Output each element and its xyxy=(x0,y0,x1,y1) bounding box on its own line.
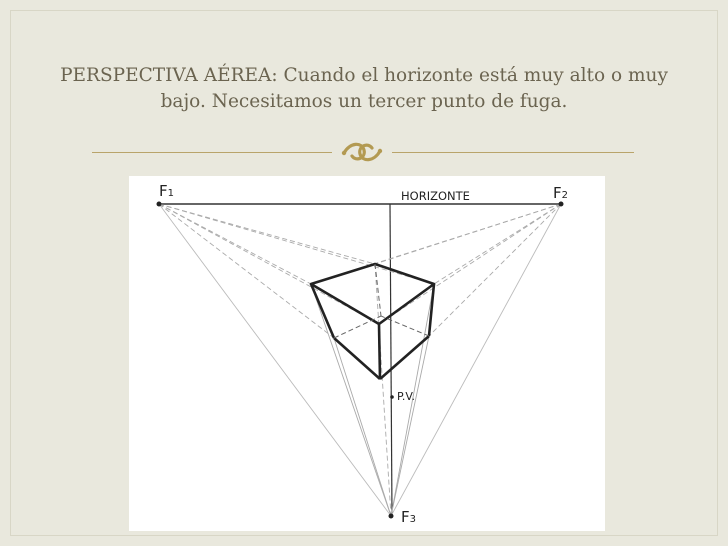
vanishing-point-f1 xyxy=(157,202,162,207)
slide-title-line-1: PERSPECTIVA AÉREA: Cuando el horizonte está muy alto o muy xyxy=(60,65,668,86)
label-f1: F1 xyxy=(159,182,175,200)
perspective-figure xyxy=(129,176,605,531)
construction-lines-f3 xyxy=(311,264,434,516)
divider-left xyxy=(92,152,332,153)
label-f2: F2 xyxy=(553,184,569,202)
cube xyxy=(311,264,434,379)
label-viewpoint: P.V. xyxy=(397,390,416,403)
perspective-diagram xyxy=(129,176,605,531)
cube-hidden-edges xyxy=(334,264,429,338)
slide-title xyxy=(40,63,688,115)
construction-lines-f2 xyxy=(311,204,561,336)
viewpoint-dot xyxy=(390,395,394,399)
label-f3: F3 xyxy=(401,508,417,526)
vanishing-point-f3 xyxy=(389,514,394,519)
fleuron-ornament-icon xyxy=(336,136,388,168)
vertical-axis xyxy=(390,204,392,516)
vanishing-point-f2 xyxy=(559,202,564,207)
label-horizon: HORIZONTE xyxy=(401,189,470,203)
divider-right xyxy=(392,152,634,153)
slide-title-line-2: bajo. Necesitamos un tercer punto de fuga. xyxy=(160,91,568,112)
